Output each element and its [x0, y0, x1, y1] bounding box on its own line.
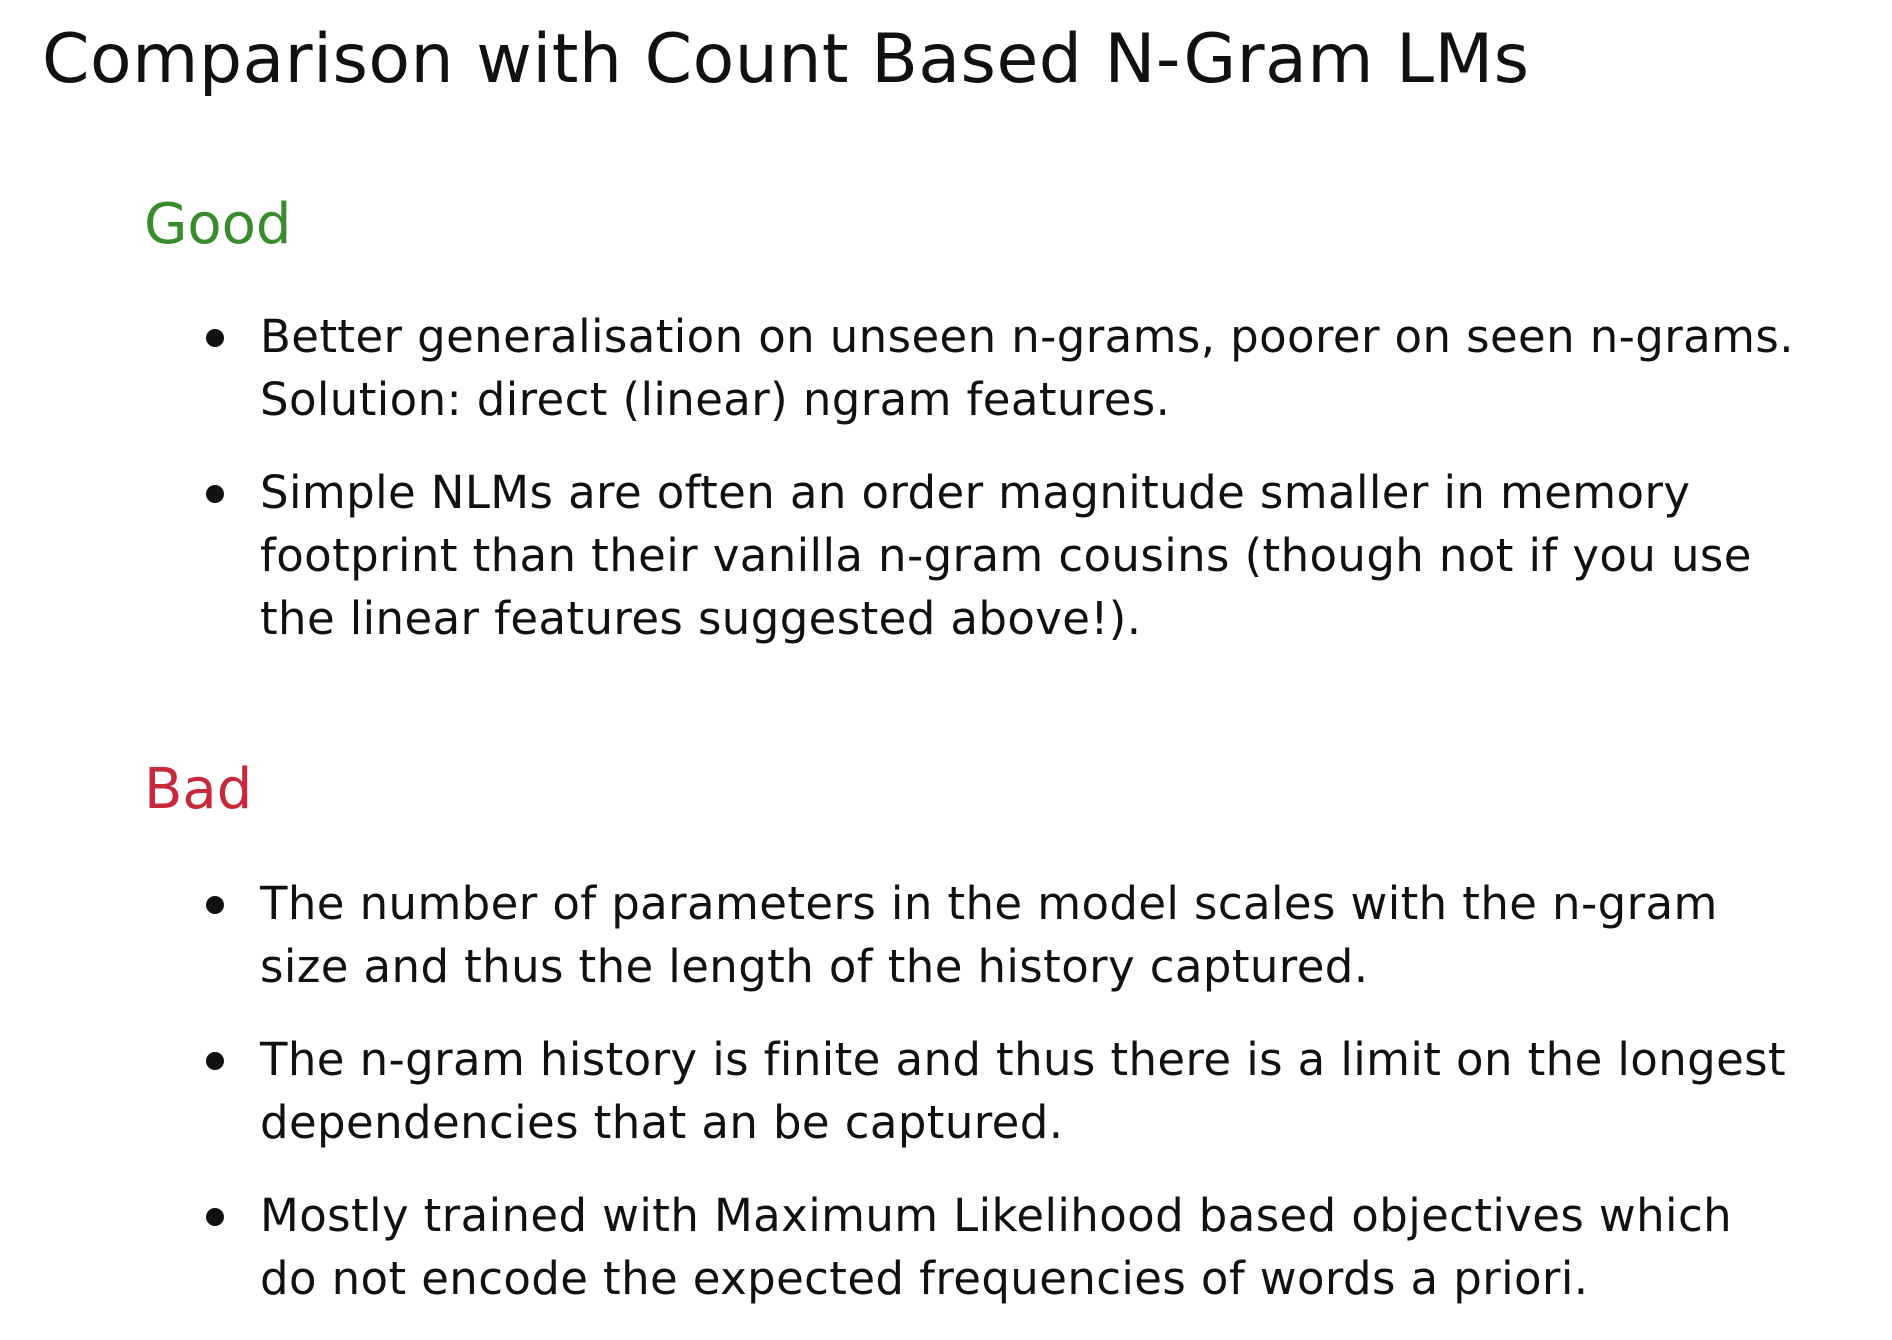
bullet-text: Better generalisation on unseen n-grams, poorer on seen n-grams. Solution: direct (linear) ngram features.	[260, 310, 1794, 426]
good-bullet-item	[200, 305, 1800, 431]
bad-bullet-item	[200, 1184, 1800, 1310]
bullet-text: The n-gram history is finite and thus there is a limit on the longest dependencies that an be captured.	[260, 1033, 1787, 1149]
bullet-dot-icon	[206, 896, 224, 914]
bullet-text: The number of parameters in the model scales with the n-gram size and thus the length of the history captured.	[260, 877, 1718, 993]
bullet-text: Simple NLMs are often an order magnitude smaller in memory footprint than their vanilla n-gram cousins (though not if you use the linear features suggested above!).	[260, 466, 1752, 645]
good-bullet-item	[200, 461, 1800, 650]
bullet-text: Mostly trained with Maximum Likelihood based objectives which do not encode the expected frequencies of words a priori.	[260, 1189, 1733, 1305]
good-heading: Good	[144, 192, 292, 257]
bad-heading: Bad	[144, 757, 253, 822]
bad-bullet-item	[200, 1028, 1800, 1154]
bullet-dot-icon	[206, 485, 224, 503]
slide-title: Comparison with Count Based N-Gram LMs	[42, 20, 1530, 99]
bad-bullet-list	[200, 872, 1800, 1340]
bad-bullet-item	[200, 872, 1800, 998]
bullet-dot-icon	[206, 1208, 224, 1226]
bullet-dot-icon	[206, 1052, 224, 1070]
good-bullet-list	[200, 305, 1800, 680]
bullet-dot-icon	[206, 329, 224, 347]
